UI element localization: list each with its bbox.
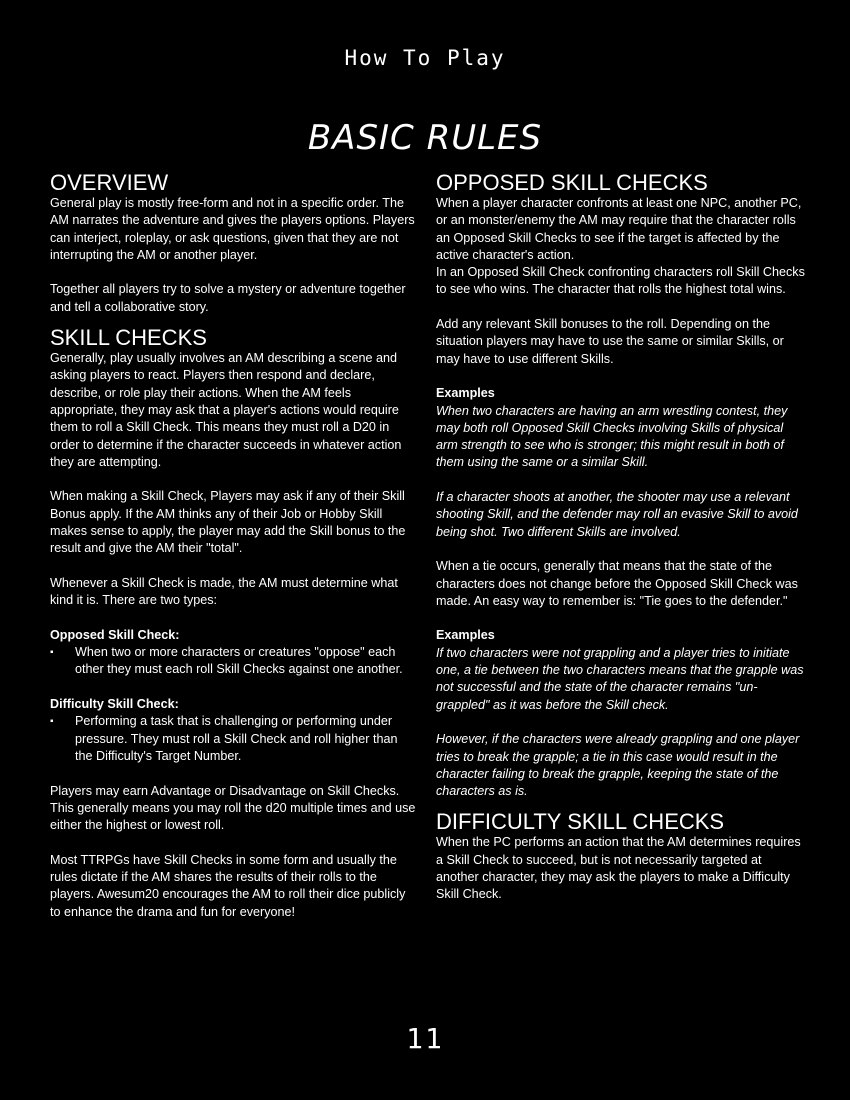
examples-label: Examples [436,386,495,401]
overview-heading: OVERVIEW [50,170,169,195]
examples-label: Examples [436,628,495,643]
difficulty-skill-check-list [50,713,416,765]
difficulty-skill-check-label: Difficulty Skill Check: [50,697,179,712]
opposed-skill-checks-heading: OPPOSED SKILL CHECKS [436,170,708,195]
page-title: BASIC RULES [307,118,543,158]
opposed-skill-check-label: Opposed Skill Check: [50,627,180,642]
skill-checks-heading: SKILL CHECKS [50,325,207,351]
example-paragraph: However, if the characters were already grappling and one player tries to break the grapple; a tie in this case would result in the character failing to break the grapple, keeping the state of the characters as is. [436,732,800,799]
opposed-paragraph: When a player character confronts at least one NPC, another PC, or an monster/enemy the AM may require that the character rolls an Opposed Skill Checks to see if the target is affected by the active character's action. [436,196,802,262]
example-paragraph: If a character shoots at another, the shooter may use a relevant shooting Skill, and the defender may roll an evasive Skill to avoid being shot. Two different Skills are involved. [436,490,798,539]
list-item: ▪ When two or more characters or creatures "oppose" each other they must each roll Skill Checks against one another. [50,644,416,679]
left-column [50,171,416,921]
opposed-paragraph: When a tie occurs, generally that means that the state of the characters does not change before the Opposed Skill Check was made. An easy way to remember is: "Tie goes to the defender." [436,559,798,608]
skill-checks-paragraph: Generally, play usually involves an AM describing a scene and asking players to react. Players then respond and declare, describe, or role play their actions. When the AM feels appropriate, they may ask that a player's actions would require them to roll a Skill Check. This means they must roll a D20 in order to determine if the character succeeds in whatever action they are attempting. [50,351,402,469]
section-header: How To Play [344,46,506,70]
example-paragraph: When two characters are having an arm wrestling contest, they may both roll Opposed Skill Checks involving Skills of physical arm strength to see who is stronger; this might result in both of them using the same or a similar Skill. [436,403,788,470]
page-number: 11 [406,1022,444,1055]
opposed-paragraph: Add any relevant Skill bonuses to the roll. Depending on the situation players may have to use the same or similar Skills, or may have to use different Skills. [436,317,784,366]
list-item: ▪ Performing a task that is challenging or performing under pressure. They must roll a Skill Check and roll higher than the Difficulty's Target Number. [50,713,416,765]
difficulty-skill-checks-heading: DIFFICULTY SKILL CHECKS [436,809,725,835]
skill-checks-paragraph: Players may earn Advantage or Disadvantage on Skill Checks. This generally means you may roll the d20 multiple times and use either the highest or lowest roll. [50,783,416,833]
difficulty-paragraph: When the PC performs an action that the AM determines requires a Skill Check to succeed, but is not necessarily targeted at another character, they may ask the players to make a Difficulty Skill Check. [436,835,801,902]
skill-checks-paragraph: Most TTRPGs have Skill Checks in some form and usually the rules dictate if the AM shares the results of their rolls to the players. Awesum20 encourages the AM to roll their dice publicly to enhance the drama and fun for everyone! [50,852,406,919]
opposed-paragraph: In an Opposed Skill Check confronting characters roll Skill Checks to see who wins. The character that rolls the highest total wins. [436,265,805,297]
overview-paragraph: Together all players try to solve a mystery or adventure together and tell a collaborative story. [50,282,406,314]
skill-checks-paragraph: Whenever a Skill Check is made, the AM must determine what kind it is. There are two types: [50,575,398,608]
overview-paragraph: General play is mostly free-form and not in a specific order. The AM narrates the adventure and gives the players options. Players can interject, roleplay, or ask questions, given that they are not interrupting the AM or another player. [50,196,415,262]
right-column [436,171,806,904]
skill-checks-paragraph: When making a Skill Check, Players may ask if any of their Skill Bonus apply. If the AM thinks any of their Job or Hobby Skill makes sense to apply, the player may add the Skill bonus to the result and give the AM their "total". [50,489,406,556]
opposed-skill-check-list [50,644,416,679]
example-paragraph: If two characters were not grappling and a player tries to initiate one, a tie between the two characters means that the grapple was not successful and the state of the character remains "un-grappled" as it was before the Skill check. [436,645,804,712]
